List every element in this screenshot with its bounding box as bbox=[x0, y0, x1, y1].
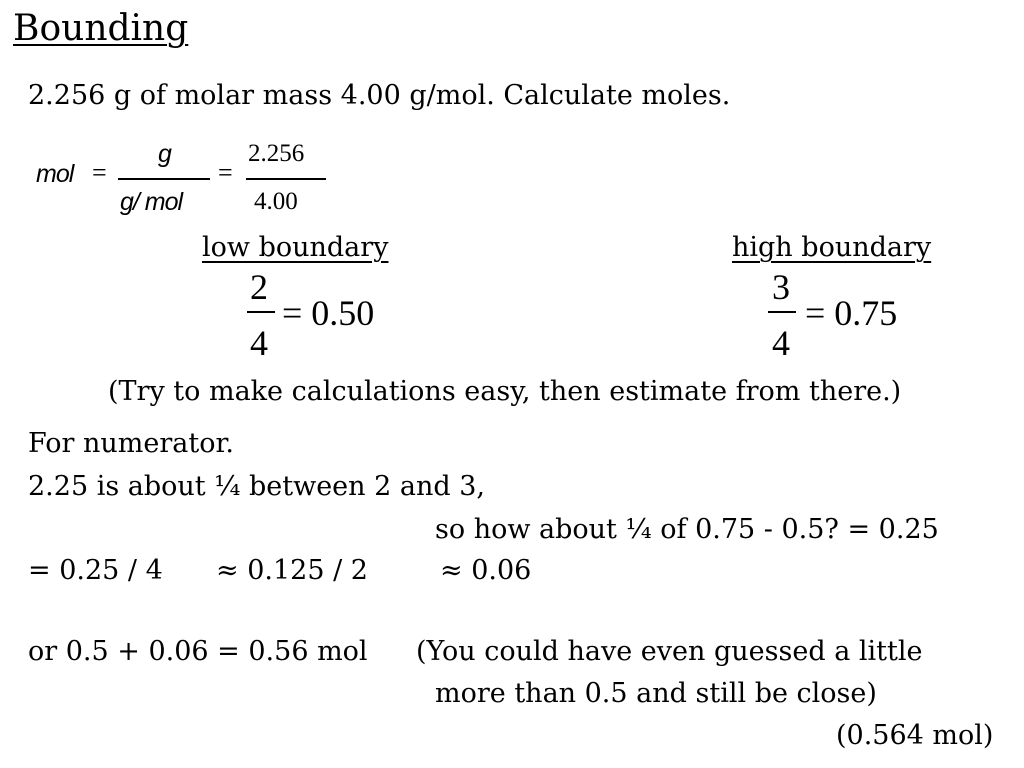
formula-frac1-denominator: g/ mol bbox=[120, 188, 183, 216]
formula-frac2-denominator: 4.00 bbox=[254, 188, 298, 215]
high-boundary-denominator: 4 bbox=[772, 323, 790, 363]
line-quarter-of-range: so how about ¼ of 0.75 - 0.5? = 0.25 bbox=[435, 514, 939, 545]
formula-frac1-bar bbox=[118, 178, 210, 180]
line-numerator-heading: For numerator. bbox=[28, 428, 234, 459]
high-boundary-label: high boundary bbox=[732, 232, 932, 263]
line-step-3: ≈ 0.06 bbox=[440, 555, 532, 586]
line-exact-answer: (0.564 mol) bbox=[836, 720, 994, 751]
formula-frac2-numerator: 2.256 bbox=[248, 140, 305, 167]
high-boundary-result: = 0.75 bbox=[805, 293, 898, 333]
low-boundary-numerator: 2 bbox=[250, 267, 268, 307]
high-boundary-numerator: 3 bbox=[772, 267, 790, 307]
high-boundary-fraction-bar bbox=[768, 311, 796, 313]
formula-equals-1: = bbox=[92, 158, 107, 187]
line-step-2: ≈ 0.125 / 2 bbox=[216, 555, 368, 586]
slide-title: Bounding bbox=[13, 8, 189, 49]
line-guess-note-2: more than 0.5 and still be close) bbox=[435, 678, 877, 709]
line-guess-note-1: (You could have even guessed a little bbox=[416, 636, 923, 667]
formula-frac1-numerator: g bbox=[158, 140, 171, 168]
formula-lhs: mol bbox=[36, 160, 74, 188]
formula-equals-2: = bbox=[218, 158, 233, 187]
formula-frac2-bar bbox=[246, 178, 326, 180]
problem-statement: 2.256 g of molar mass 4.00 g/mol. Calculate moles. bbox=[28, 80, 731, 111]
line-final-sum: or 0.5 + 0.06 = 0.56 mol bbox=[28, 636, 368, 667]
low-boundary-fraction-bar bbox=[247, 311, 275, 313]
low-boundary-result: = 0.50 bbox=[282, 293, 375, 333]
line-quarter-between: 2.25 is about ¼ between 2 and 3, bbox=[28, 471, 486, 502]
tip-note: (Try to make calculations easy, then estimate from there.) bbox=[108, 376, 902, 407]
low-boundary-denominator: 4 bbox=[250, 323, 268, 363]
line-step-1: = 0.25 / 4 bbox=[28, 555, 163, 586]
low-boundary-label: low boundary bbox=[202, 232, 389, 263]
